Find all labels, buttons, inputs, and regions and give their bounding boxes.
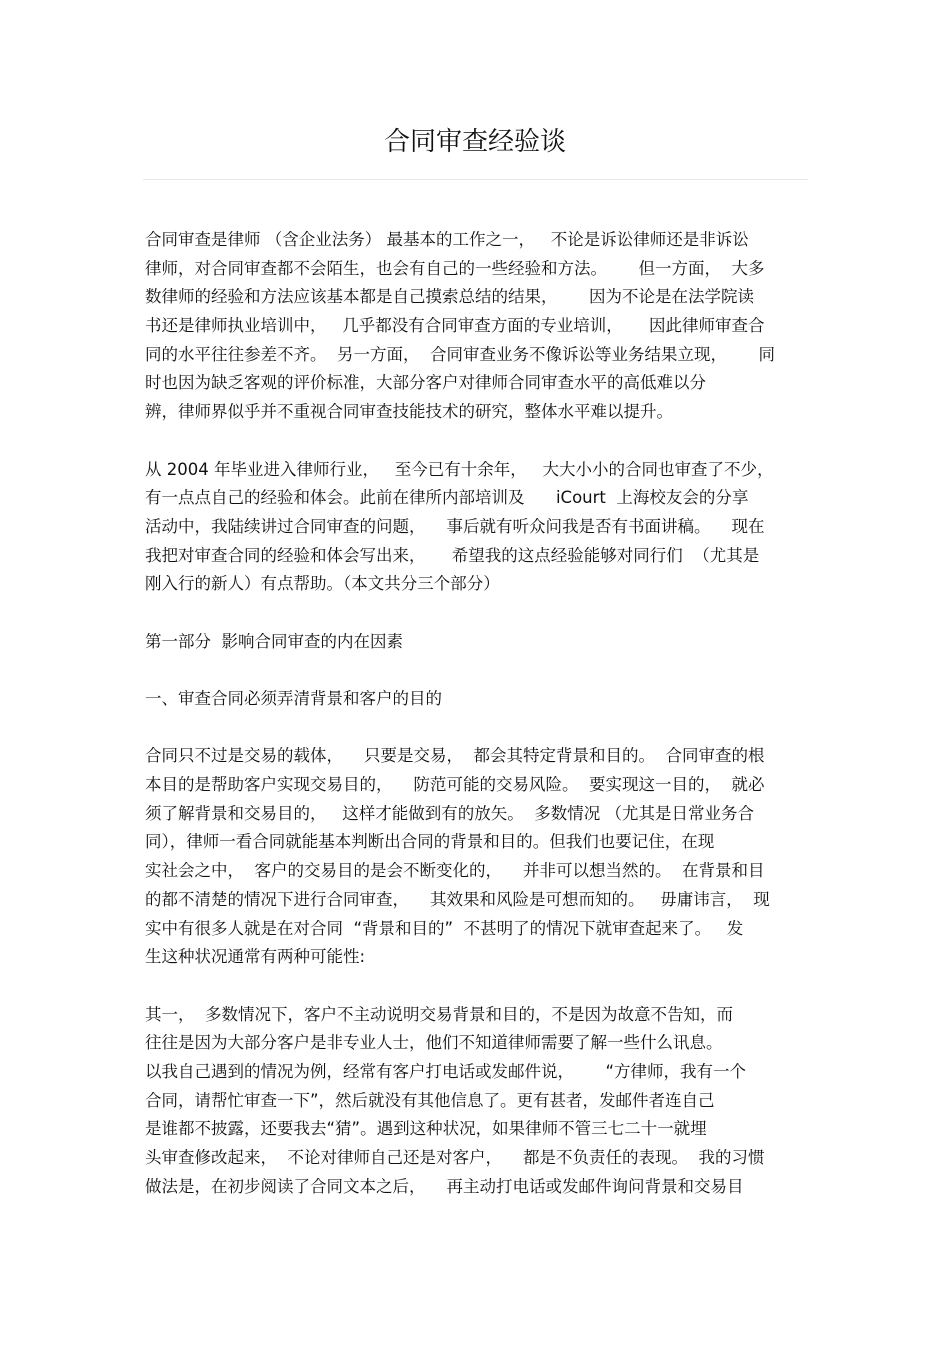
document-title: 合同审查经验谈 [383, 127, 566, 157]
paragraph-gap [145, 972, 807, 1001]
text-line: 头审查修改起来， 不论对律师自己还是对客户， 都是不负责任的表现。 我的习惯 [145, 1148, 765, 1167]
text-line: 数律师的经验和方法应该基本都是自己摸索总结的结果， 因为不论是在法学院读 [145, 287, 754, 307]
paragraph-gap [145, 427, 807, 456]
text-line: 第一部分 影响合同审查的内在因素 [145, 631, 403, 651]
text-line: 本目的是帮助客户实现交易目的， 防范可能的交易风险。 要实现这一目的， 就必 [145, 775, 765, 795]
text-line: 刚入行的新人）有点帮助。（本文共分三个部分） [145, 574, 500, 594]
text-line: 合同只不过是交易的载体， 只要是交易， 都会其特定背景和目的。 合同审查的根 [145, 746, 765, 766]
text-line: 实中有很多人就是在对合同 “背景和目的” 不甚明了的情况下就审查起来了。 发 [145, 918, 744, 938]
text-line: 辨，律师界似乎并不重视合同审查技能技术的研究，整体水平难以提升。 [145, 402, 673, 422]
text-line: 须了解背景和交易目的， 这样才能做到有的放矢。 多数情况 （尤其是日常业务合 [145, 803, 754, 823]
text-line: 合同，请帮忙审查一下”，然后就没有其他信息了。更有甚者，发邮件者连自己 [145, 1090, 715, 1110]
document-body [145, 226, 807, 1201]
text-line: 生这种状况通常有两种可能性: [145, 947, 366, 967]
text-line: 书还是律师执业培训中， 几乎都没有合同审查方面的专业培训， 因此律师审查合 [145, 316, 765, 336]
text-line: 往往是因为大部分客户是非专业人士，他们不知道律师需要了解一些什么讯息。 [145, 1033, 723, 1053]
text-line: 一、审查合同必须弄清背景和客户的目的 [145, 689, 442, 708]
paragraph-gap [145, 714, 807, 743]
text-line: 我把对审查合同的经验和体会写出来， 希望我的这点经验能够对同行们 （尤其是 [145, 545, 760, 565]
text-line: 从 2004 年毕业进入律师行业， 至今已有十余年， 大大小小的合同也审查了不少， [145, 459, 774, 479]
text-line: 同），律师一看合同就能基本判断出合同的背景和目的。但我们也要记住，在现 [145, 832, 715, 852]
paragraph-gap [145, 656, 807, 685]
paragraph-background [145, 456, 807, 599]
text-line: 做法是，在初步阅读了合同文本之后， 再主动打电话或发邮件询问背景和交易目 [145, 1176, 744, 1196]
text-line: 的都不清楚的情况下进行合同审查， 其效果和风险是可想而知的。 毋庸讳言， 现 [145, 889, 770, 909]
text-line: 实社会之中， 客户的交易目的是会不断变化的， 并非可以想当然的。 在背景和目 [145, 861, 765, 881]
text-line: 时也因为缺乏客观的评价标准，大部分客户对律师合同审查水平的高低难以分 [145, 373, 706, 393]
text-line: 有一点点自己的经验和体会。此前在律所内部培训及 iCourt 上海校友会的分享 [145, 488, 749, 508]
paragraph-gap [145, 599, 807, 628]
text-line: 以我自己遇到的情况为例，经常有客户打电话或发邮件说， “方律师，我有一个 [145, 1061, 747, 1081]
text-line: 是谁都不披露，还要我去“猜”。遇到这种状况，如果律师不管三七二十一就埋 [145, 1119, 707, 1139]
paragraph-purpose [145, 742, 807, 972]
text-line: 律师，对合同审查都不会陌生，也会有自己的一些经验和方法。 但一方面， 大多 [145, 258, 765, 278]
text-line: 同的水平往往参差不齐。 另一方面， 合同审查业务不像诉讼等业务结果立现， 同 [145, 344, 775, 364]
section-heading-part-one [145, 628, 807, 657]
text-line: 其一， 多数情况下，客户不主动说明交易背景和目的，不是因为故意不告知，而 [145, 1004, 733, 1024]
text-line: 合同审查是律师 （含企业法务） 最基本的工作之一， 不论是诉讼律师还是非诉讼 [145, 230, 749, 249]
subsection-heading-one [145, 685, 807, 714]
title-divider [143, 179, 808, 180]
text-line: 活动中，我陆续讲过合同审查的问题， 事后就有听众问我是否有书面讲稿。 现在 [145, 516, 765, 536]
paragraph-case-one [145, 1001, 807, 1202]
paragraph-intro [145, 226, 807, 427]
